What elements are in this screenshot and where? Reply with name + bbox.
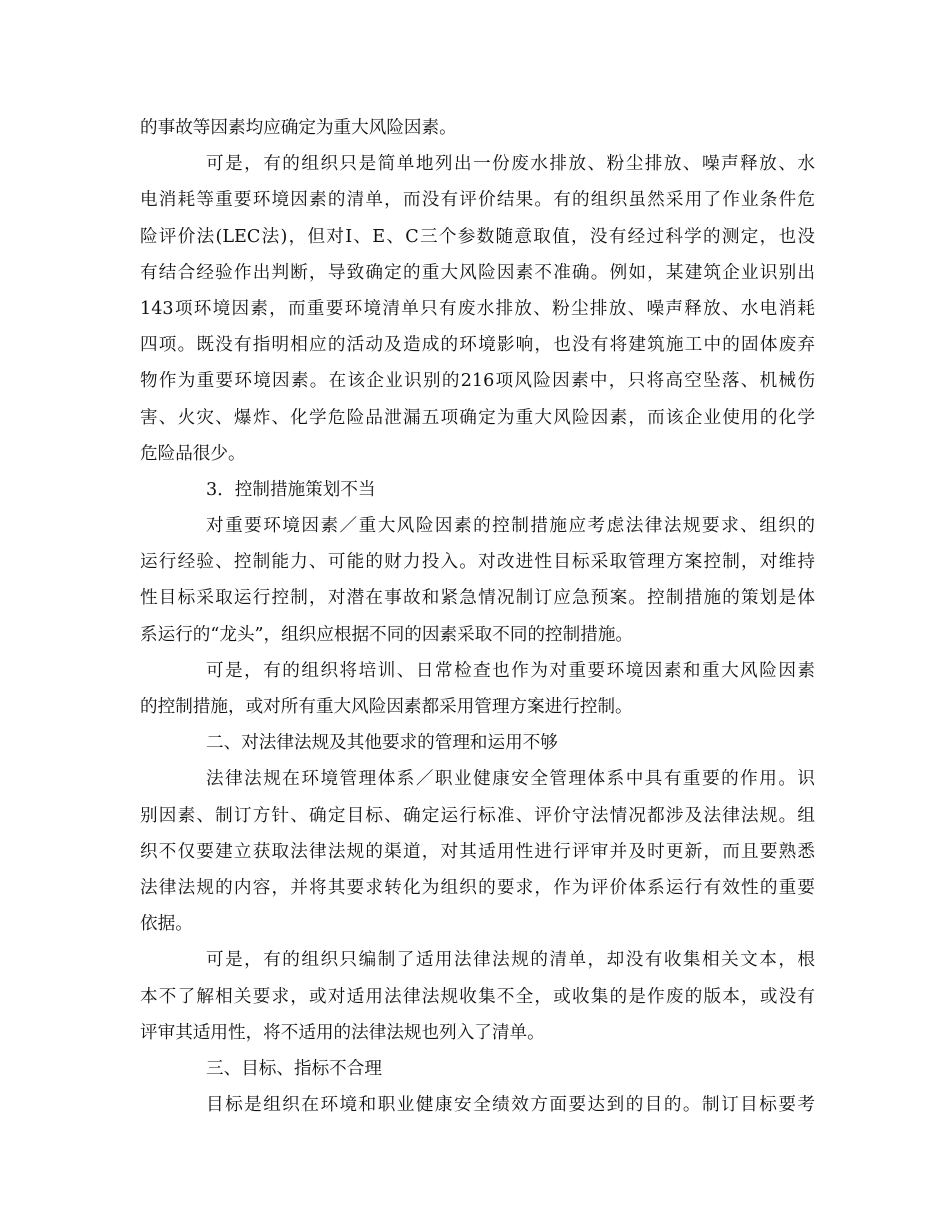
document-page	[140, 110, 815, 1123]
text-line: 害、火灾、爆炸、化学危险品泄漏五项确定为重大风险因素，而该企业使用的化学	[140, 407, 815, 428]
text-line: 别因素、制订方针、确定目标、确定运行标准、评价守法情况都涉及法律法规。组	[140, 805, 815, 826]
text-line: 可是，有的组织将培训、日常检查也作为对重要环境因素和重大风险因素	[206, 660, 815, 681]
text-line: 本不了解相关要求，或对适用法律法规收集不全，或收集的是作废的版本，或没有	[140, 986, 815, 1007]
text-line: 险评价法(LEC法)，但对Ⅰ、E、C三个参数随意取值，没有经过科学的测定，也没	[140, 226, 815, 247]
text-line: 法律法规的内容，并将其要求转化为组织的要求，作为评价体系运行有效性的重要	[140, 877, 815, 898]
text-line: 有结合经验作出判断，导致确定的重大风险因素不准确。例如，某建筑企业识别出	[140, 262, 815, 283]
text-line: 三、目标、指标不合理	[206, 1058, 382, 1079]
text-line: 电消耗等重要环境因素的清单，而没有评价结果。有的组织虽然采用了作业条件危	[140, 190, 815, 211]
text-line: 性目标采取运行控制，对潜在事故和紧急情况制订应急预案。控制措施的策划是体	[140, 588, 815, 609]
text-line: 评审其适用性，将不适用的法律法规也列入了清单。	[140, 1022, 545, 1043]
text-line: 依据。	[140, 914, 193, 935]
text-line: 法律法规在环境管理体系／职业健康安全管理体系中具有重要的作用。识	[206, 769, 815, 790]
text-line: 对重要环境因素／重大风险因素的控制措施应考虑法律法规要求、组织的	[206, 516, 815, 537]
text-line: 物作为重要环境因素。在该企业识别的216项风险因素中，只将高空坠落、机械伤	[140, 371, 815, 392]
text-line: 运行经验、控制能力、可能的财力投入。对改进性目标采取管理方案控制，对维持	[140, 552, 815, 573]
text-line: 织不仅要建立获取法律法规的渠道，对其适用性进行评审并及时更新，而且要熟悉	[140, 841, 815, 862]
text-line: 四项。既没有指明相应的活动及造成的环境影响，也没有将建筑施工中的固体废弃	[140, 335, 815, 356]
text-line: 3．控制措施策划不当	[206, 479, 376, 500]
text-line: 的事故等因素均应确定为重大风险因素。	[140, 118, 457, 138]
text-line: 系运行的“龙头”，组织应根据不同的因素采取不同的控制措施。	[140, 624, 634, 645]
text-line: 目标是组织在环境和职业健康安全绩效方面要达到的目的。制订目标要考	[206, 1095, 815, 1116]
text-line: 危险品很少。	[140, 443, 246, 464]
text-line: 可是，有的组织只是简单地列出一份废水排放、粉尘排放、噪声释放、水	[206, 154, 815, 175]
text-line: 的控制措施，或对所有重大风险因素都采用管理方案进行控制。	[140, 697, 633, 717]
text-line: 143项环境因素，而重要环境清单只有废水排放、粉尘排放、噪声释放、水电消耗	[140, 298, 815, 319]
text-line: 二、对法律法规及其他要求的管理和运用不够	[206, 733, 558, 754]
text-line: 可是，有的组织只编制了适用法律法规的清单，却没有收集相关文本，根	[206, 950, 815, 971]
